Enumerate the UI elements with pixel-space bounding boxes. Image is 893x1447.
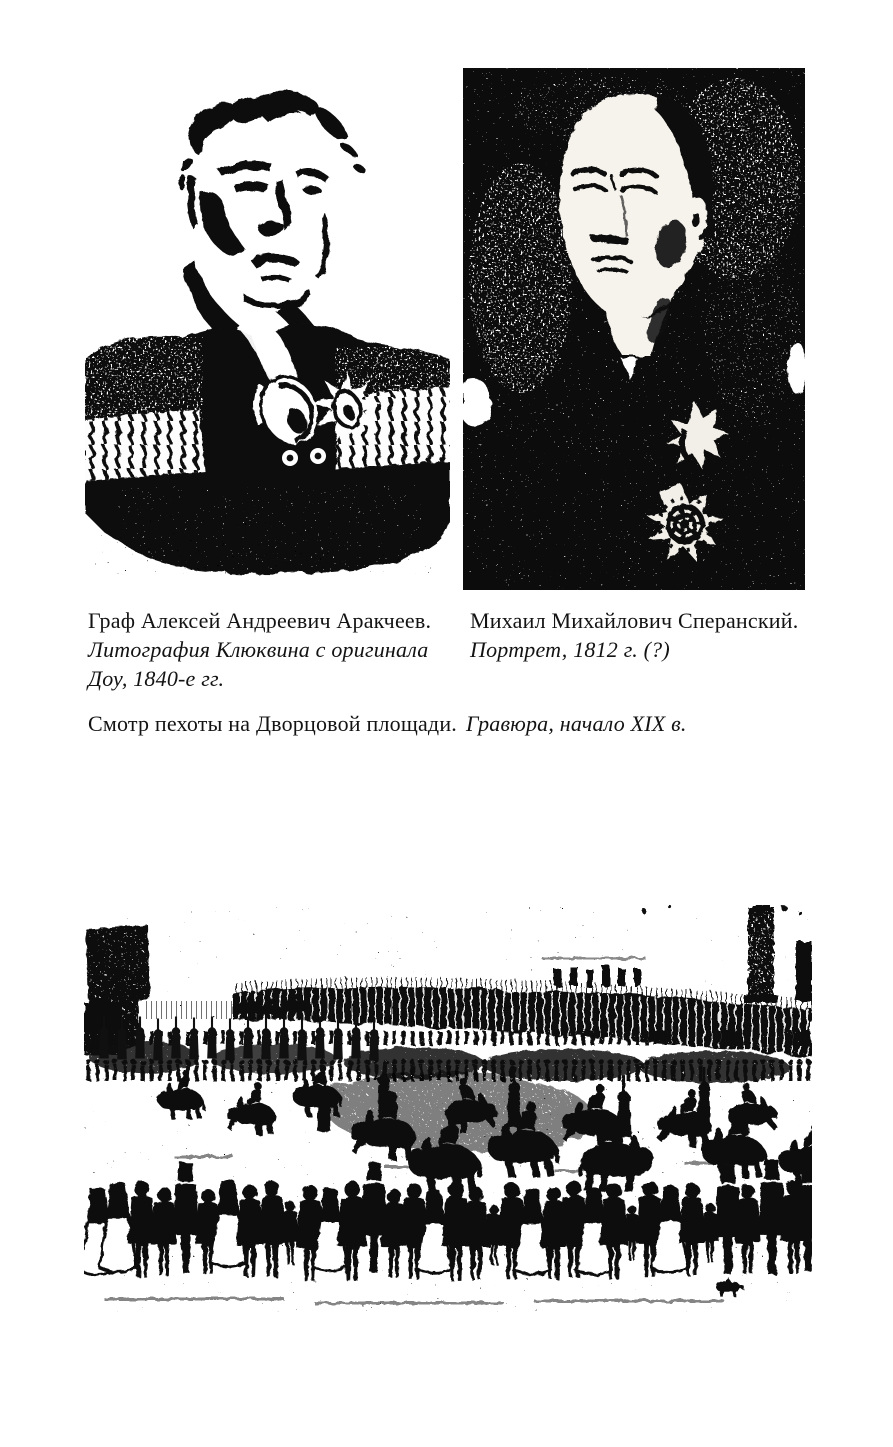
parade-caption-title: Смотр пехоты на Дворцовой площади. <box>88 711 457 736</box>
speransky-caption-subtitle: Портрет, 1812 г. (?) <box>470 637 670 662</box>
parade-engraving-image <box>84 905 812 1312</box>
parade-caption <box>88 709 833 738</box>
arakcheev-caption-subtitle-1: Литография Клюквина с оригинала <box>88 637 429 662</box>
sideburn <box>199 191 245 254</box>
tower <box>744 905 778 1003</box>
mouth <box>251 254 301 269</box>
uniform-torso <box>85 324 450 575</box>
chin <box>243 291 313 310</box>
brow-left <box>219 160 273 177</box>
brow-right <box>297 170 329 182</box>
arakcheev-caption-subtitle-2: Доу, 1840-е гг. <box>88 666 225 691</box>
speransky-portrait-image <box>463 68 805 590</box>
head-ink <box>177 91 368 355</box>
building-right <box>796 941 812 1001</box>
hair <box>230 91 317 123</box>
arakcheev-portrait-image <box>85 85 450 578</box>
speransky-caption-title: Михаил Михайлович Сперанский. <box>470 608 799 633</box>
arakcheev-caption <box>88 606 460 693</box>
parade-caption-subtitle: Гравюра, начало XIX в. <box>466 711 687 736</box>
speransky-caption <box>470 606 818 664</box>
epaulette-left <box>85 337 203 421</box>
arakcheev-caption-title: Граф Алексей Андреевич Аракчеев. <box>88 608 432 633</box>
eye-right <box>302 184 323 195</box>
